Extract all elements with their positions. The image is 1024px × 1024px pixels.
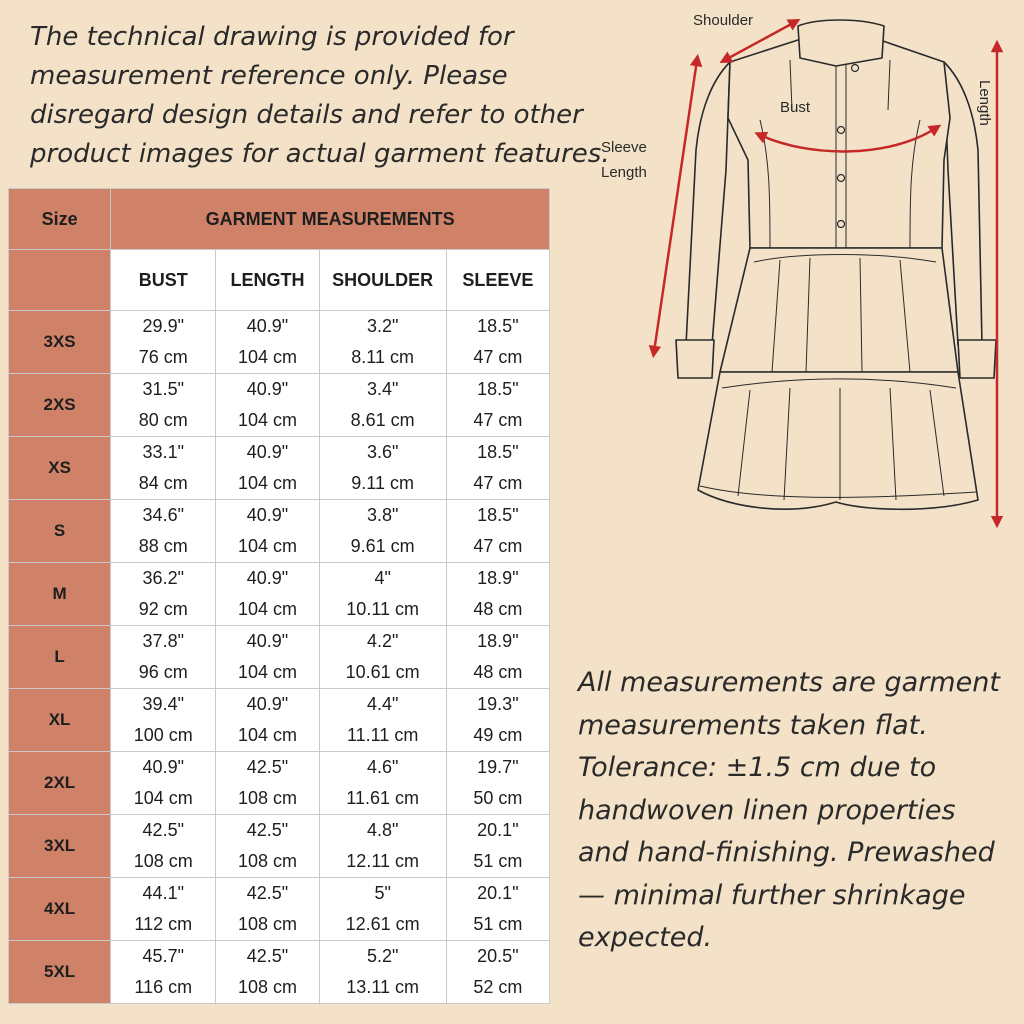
value-cm: 84 cm xyxy=(138,473,188,493)
value-inches: 45.7" xyxy=(142,946,184,966)
value-cm: 8.11 cm xyxy=(351,347,414,367)
value-inches: 34.6" xyxy=(142,505,184,525)
table-row xyxy=(9,752,550,815)
table-row xyxy=(9,815,550,878)
value-inches: 18.9" xyxy=(477,568,519,588)
sleeve-cell xyxy=(446,752,549,815)
value-inches: 20.1" xyxy=(477,883,519,903)
value-inches: 39.4" xyxy=(142,694,184,714)
length-cell xyxy=(216,815,319,878)
value-cm: 104 cm xyxy=(237,473,297,493)
value-inches: 3.8" xyxy=(366,505,399,525)
value-cm: 48 cm xyxy=(473,662,523,682)
column-header-shoulder: SHOULDER xyxy=(319,250,446,311)
table-body xyxy=(9,311,550,1004)
value-cm: 116 cm xyxy=(134,977,193,997)
value-cm: 51 cm xyxy=(473,914,523,934)
sleeve-cell xyxy=(446,311,549,374)
value-cm: 112 cm xyxy=(134,914,193,934)
shoulder-cell xyxy=(319,626,446,689)
button-icon xyxy=(838,127,845,134)
value-inches: 3.6" xyxy=(366,442,399,462)
value-cm: 47 cm xyxy=(473,536,523,556)
value-cm: 47 cm xyxy=(473,347,523,367)
value-cm: 13.11 cm xyxy=(346,977,419,997)
value-inches: 19.3" xyxy=(477,694,519,714)
value-inches: 33.1" xyxy=(142,442,184,462)
size-label: XS xyxy=(9,437,111,500)
value-inches: 18.5" xyxy=(477,316,519,336)
value-cm: 52 cm xyxy=(473,977,523,997)
table-row xyxy=(9,311,550,374)
size-label: XL xyxy=(9,689,111,752)
length-label: Length xyxy=(976,80,993,126)
value-cm: 108 cm xyxy=(237,914,297,934)
value-inches: 3.2" xyxy=(366,316,399,336)
value-cm: 104 cm xyxy=(237,347,297,367)
garment-measurements-header: GARMENT MEASUREMENTS xyxy=(111,189,550,250)
shoulder-cell xyxy=(319,689,446,752)
value-cm: 104 cm xyxy=(237,725,297,745)
dress-technical-drawing xyxy=(590,0,1024,540)
sleeve-cell xyxy=(446,626,549,689)
bust-cell xyxy=(111,500,216,563)
length-cell xyxy=(216,500,319,563)
length-cell xyxy=(216,689,319,752)
size-label: 2XL xyxy=(9,752,111,815)
value-inches: 5" xyxy=(374,883,391,903)
value-cm: 9.11 cm xyxy=(351,473,414,493)
value-inches: 5.2" xyxy=(366,946,399,966)
length-cell xyxy=(216,941,319,1004)
value-inches: 4.4" xyxy=(366,694,399,714)
table-row xyxy=(9,563,550,626)
button-icon xyxy=(838,175,845,182)
size-label: 3XS xyxy=(9,311,111,374)
size-label: 3XL xyxy=(9,815,111,878)
value-inches: 42.5" xyxy=(246,820,289,840)
length-cell xyxy=(216,311,319,374)
button-icon xyxy=(838,221,845,228)
length-cell xyxy=(216,563,319,626)
shoulder-cell xyxy=(319,437,446,500)
size-label: S xyxy=(9,500,111,563)
value-inches: 20.5" xyxy=(477,946,519,966)
value-cm: 11.61 cm xyxy=(346,788,419,808)
shoulder-cell xyxy=(319,815,446,878)
bust-cell xyxy=(111,374,216,437)
sleeve-length-label-line1: Sleeve xyxy=(601,139,647,156)
value-inches: 40.9" xyxy=(246,694,289,714)
value-inches: 40.9" xyxy=(246,568,289,588)
size-label: 4XL xyxy=(9,878,111,941)
bust-cell xyxy=(111,878,216,941)
table-row xyxy=(9,626,550,689)
value-cm: 88 cm xyxy=(138,536,188,556)
value-inches: 18.5" xyxy=(477,505,519,525)
size-label: 5XL xyxy=(9,941,111,1004)
shoulder-cell xyxy=(319,941,446,1004)
bust-cell xyxy=(111,563,216,626)
shoulder-cell xyxy=(319,374,446,437)
length-cell xyxy=(216,878,319,941)
value-cm: 100 cm xyxy=(133,725,193,745)
column-header-bust: BUST xyxy=(111,250,216,311)
value-cm: 108 cm xyxy=(237,851,297,871)
value-inches: 4.6" xyxy=(366,757,399,777)
size-label: L xyxy=(9,626,111,689)
value-inches: 42.5" xyxy=(246,757,289,777)
value-cm: 10.61 cm xyxy=(345,662,420,682)
table-group-header-row xyxy=(9,189,550,250)
sleeve-cell xyxy=(446,941,549,1004)
value-inches: 20.1" xyxy=(477,820,519,840)
value-inches: 36.2" xyxy=(142,568,184,588)
value-inches: 40.9" xyxy=(246,631,289,651)
value-cm: 49 cm xyxy=(473,725,523,745)
value-cm: 80 cm xyxy=(138,410,188,430)
sleeve-cell xyxy=(446,878,549,941)
value-inches: 18.5" xyxy=(477,442,519,462)
sleeve-length-label-line2: Length xyxy=(601,164,647,181)
table-row xyxy=(9,878,550,941)
bust-cell xyxy=(111,941,216,1004)
value-cm: 104 cm xyxy=(237,599,297,619)
value-inches: 42.5" xyxy=(246,883,289,903)
value-cm: 108 cm xyxy=(133,851,193,871)
value-cm: 108 cm xyxy=(237,788,297,808)
value-inches: 18.9" xyxy=(477,631,519,651)
bust-cell xyxy=(111,437,216,500)
value-inches: 42.5" xyxy=(142,820,184,840)
value-cm: 104 cm xyxy=(237,536,297,556)
value-cm: 51 cm xyxy=(473,851,523,871)
table-column-header-row xyxy=(9,250,550,311)
size-header-spacer xyxy=(9,250,111,311)
table-row xyxy=(9,437,550,500)
value-inches: 40.9" xyxy=(246,442,289,462)
value-cm: 104 cm xyxy=(237,662,297,682)
value-cm: 50 cm xyxy=(473,788,523,808)
size-label: M xyxy=(9,563,111,626)
value-cm: 104 cm xyxy=(133,788,193,808)
value-inches: 4.2" xyxy=(366,631,399,651)
value-cm: 10.11 cm xyxy=(346,599,419,619)
sleeve-cell xyxy=(446,815,549,878)
table-row xyxy=(9,374,550,437)
value-inches: 42.5" xyxy=(246,946,289,966)
length-cell xyxy=(216,626,319,689)
bust-label: Bust xyxy=(780,99,811,116)
sleeve-cell xyxy=(446,374,549,437)
sleeve-cell xyxy=(446,563,549,626)
bust-cell xyxy=(111,815,216,878)
value-cm: 48 cm xyxy=(473,599,523,619)
value-cm: 47 cm xyxy=(473,410,523,430)
value-cm: 12.11 cm xyxy=(346,851,419,871)
shoulder-cell xyxy=(319,563,446,626)
table-row xyxy=(9,941,550,1004)
value-cm: 108 cm xyxy=(237,977,297,997)
size-label: 2XS xyxy=(9,374,111,437)
value-inches: 29.9" xyxy=(142,316,184,336)
value-inches: 40.9" xyxy=(142,757,184,777)
value-inches: 19.7" xyxy=(477,757,519,777)
column-header-sleeve: SLEEVE xyxy=(446,250,549,311)
table-row xyxy=(9,500,550,563)
bust-cell xyxy=(111,626,216,689)
sleeve-cell xyxy=(446,437,549,500)
value-cm: 96 cm xyxy=(138,662,188,682)
value-inches: 40.9" xyxy=(246,379,289,399)
value-cm: 9.61 cm xyxy=(350,536,415,556)
value-cm: 8.61 cm xyxy=(350,410,415,430)
size-chart-table xyxy=(8,188,550,1004)
value-inches: 31.5" xyxy=(142,379,184,399)
value-cm: 11.11 cm xyxy=(346,725,419,745)
shoulder-cell xyxy=(319,500,446,563)
value-inches: 40.9" xyxy=(246,505,289,525)
value-cm: 76 cm xyxy=(138,347,188,367)
value-inches: 4" xyxy=(374,568,391,588)
shoulder-label: Shoulder xyxy=(693,12,754,29)
column-header-length: LENGTH xyxy=(216,250,319,311)
sleeve-cell xyxy=(446,689,549,752)
shoulder-cell xyxy=(319,878,446,941)
value-cm: 104 cm xyxy=(237,410,297,430)
value-inches: 18.5" xyxy=(477,379,519,399)
value-cm: 47 cm xyxy=(473,473,523,493)
value-cm: 92 cm xyxy=(138,599,188,619)
bust-cell xyxy=(111,311,216,374)
shoulder-cell xyxy=(319,311,446,374)
value-inches: 40.9" xyxy=(246,316,289,336)
table-row xyxy=(9,689,550,752)
length-cell xyxy=(216,437,319,500)
value-inches: 44.1" xyxy=(142,883,184,903)
value-cm: 12.61 cm xyxy=(345,914,420,934)
bust-cell xyxy=(111,752,216,815)
length-cell xyxy=(216,374,319,437)
value-inches: 4.8" xyxy=(366,820,399,840)
disclaimer-text: The technical drawing is provided for measurement reference only. Please disregard design details and refer to other product images for actual garment features. xyxy=(30,22,610,169)
sleeve-cell xyxy=(446,500,549,563)
size-column-header: Size xyxy=(9,189,111,250)
value-inches: 37.8" xyxy=(142,631,184,651)
length-cell xyxy=(216,752,319,815)
measurement-note: All measurements are garment measurements taken flat. Tolerance: ±1.5 cm due to handwoven linen properties and hand-finishing. Prewashed — minimal further shrinkage expected. xyxy=(578,667,1000,953)
button-icon xyxy=(852,65,859,72)
value-inches: 3.4" xyxy=(366,379,399,399)
shoulder-cell xyxy=(319,752,446,815)
bust-cell xyxy=(111,689,216,752)
